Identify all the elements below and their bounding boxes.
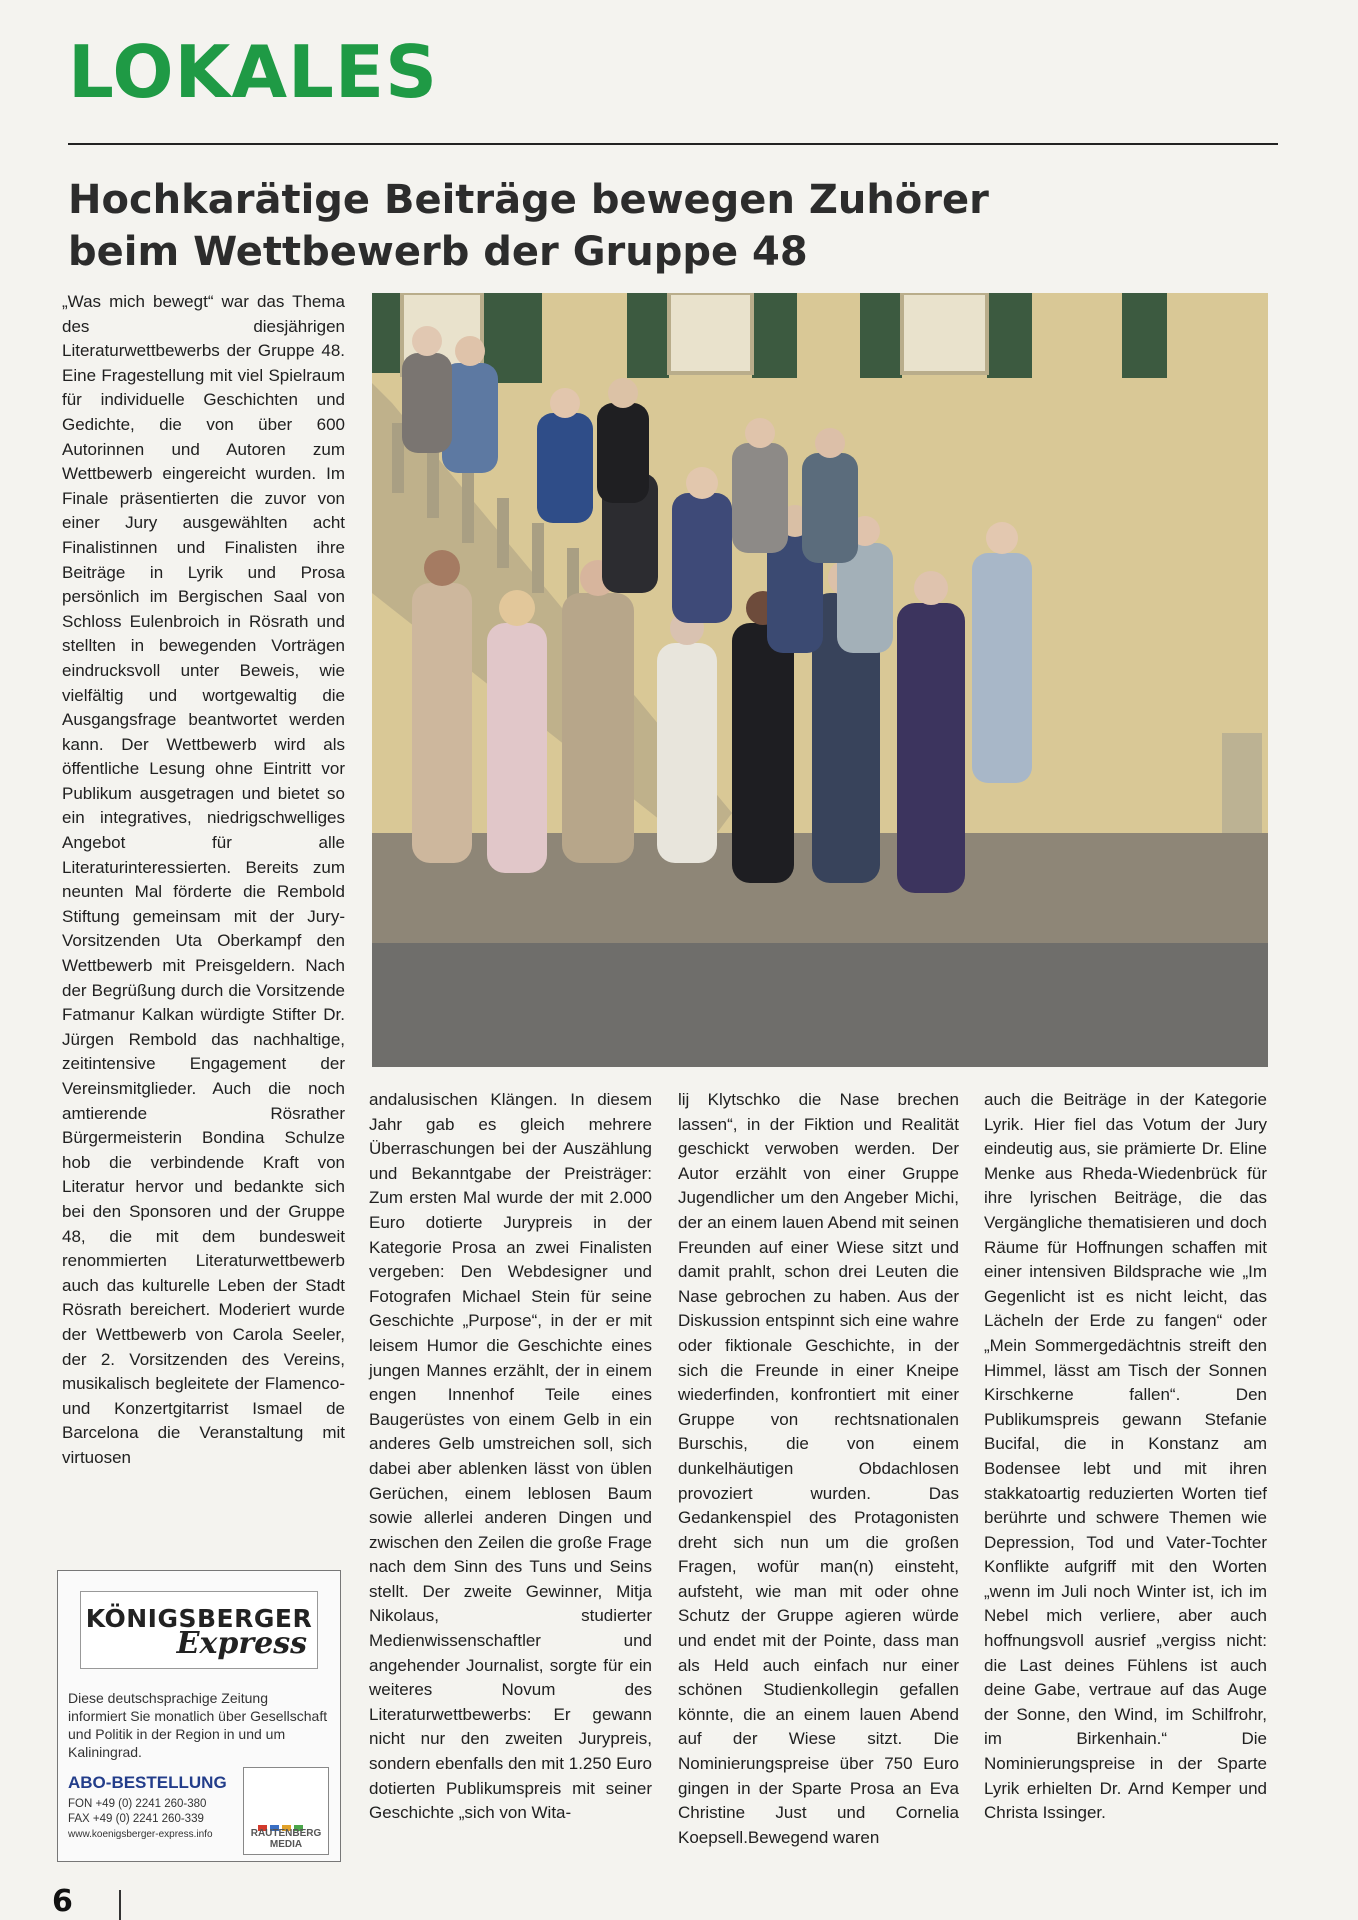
headline-line-2: beim Wettbewerb der Gruppe 48 — [68, 229, 808, 275]
ad-phone: FON +49 (0) 2241 260-380 — [68, 1798, 207, 1810]
ad-website: www.koenigsberger-express.info — [68, 1829, 213, 1840]
rm-logo-line-2: MEDIA — [269, 1839, 303, 1850]
rm-logo-line-1: RAUTENBERG — [250, 1828, 322, 1839]
koenigsberger-express-logo — [80, 1591, 318, 1669]
group-photo — [372, 293, 1268, 1067]
logo-script-text: Express — [176, 1626, 307, 1661]
ad-fax: FAX +49 (0) 2241 260-339 — [68, 1813, 204, 1825]
ad-description: Diese deutschsprachige Zeitung informiert Sie monatlich über Gesellschaft und Politik in der Region in und um Kaliningrad. — [68, 1690, 328, 1760]
headline-line-1: Hochkarätige Beiträge bewegen Zuhörer — [68, 177, 989, 223]
section-title: LOKALES — [68, 30, 438, 114]
group-photo-illustration — [372, 293, 1268, 1067]
footer-divider — [119, 1890, 121, 1920]
rm-logo-text — [244, 1828, 328, 1850]
ad-subscription-heading: ABO-BESTELLUNG — [68, 1773, 227, 1792]
section-divider — [68, 143, 1278, 145]
article-headline — [68, 174, 1168, 278]
article-column-1: „Was mich bewegt“ war das Thema des diesjährigen Literaturwettbewerbs der Gruppe 48. Eine Fragestellung mit viel Spielraum für individuelle Geschichten und Gedichte, die von über 600 Autorinnen und Autoren zum Wettbewerb eingereicht wurden. Im Finale präsentierten die zuvor von einer Jury ausgewählten acht Finalistinnen und Finalisten ihre Beiträge in Lyrik und Prosa persönlich im Bergischen Saal von Schloss Eulenbroich in Rösrath und stellten in bewegenden Vorträgen eindrucksvoll unter Beweis, wie vielfältig und wortgewaltig die Ausgangsfrage beantwortet werden kann. Der Wettbewerb wird als öffentliche Lesung ohne Eintritt vor Publikum ausgetragen und bietet so ein integratives, niedrigschwelliges Angebot für alle Literaturinteressierten. Bereits zum neunten Mal förderte die Rembold Stiftung gemeinsam mit der Jury-Vorsitzenden Uta Oberkampf den Wettbewerb mit Preisgeldern. Nach der Begrüßung durch die Vorsitzende Fatmanur Kalkan würdigte Stifter Dr. Jürgen Rembold das nachhaltige, zeitintensive Engagement der Vereinsmitglieder. Auch die noch amtierende Rösrather Bürgermeisterin Bondina Schulze hob die verbindende Kraft von Literatur hervor und bedankte sich bei den Sponsoren und der Gruppe 48, die mit dem bundesweit renommierten Literaturwettbewerb auch das kulturelle Leben der Stadt Rösrath bereichert. Moderiert wurde der Wettbewerb von Carola Seeler, der 2. Vorsitzenden des Vereins, musikalisch begleitete der Flamenco- und Konzertgitarrist Ismael de Barcelona die Veranstaltung mit virtuosen — [62, 292, 345, 1467]
ad-contact-info — [68, 1797, 213, 1842]
article-column-2: andalusischen Klängen. In diesem Jahr gab es gleich mehrere Überraschungen bei der Auszählung und Bekanntgabe der Preisträger: Zum ersten Mal wurde der mit 2.000 Euro dotierte Jurypreis in der Kategorie Prosa an zwei Finalisten vergeben: Den Webdesigner und Fotografen Michael Stein für seine Geschichte „Purpose“, in der er mit leisem Humor die Geschichte eines jungen Mannes erzählt, der in einem engen Innenhof Teile eines Baugerüstes von einem Gelb in ein anderes Gelb umstreichen soll, sich dabei aber ablenken lässt von üblen Gerüchen, einem leblosen Baum sowie allerlei anderen Dingen und zwischen den Zeilen die große Frage nach dem Sinn des Tuns und Seins stellt. Der zweite Gewinner, Mitja Nikolaus, studierter Medienwissenschaftler und angehender Journalist, sorgte für ein weiteres Novum des Literaturwettbewerbs: Er gewann nicht nur den zweiten Jurypreis, sondern ebenfalls den mit 1.250 Euro dotierten Publikumspreis mit seiner Geschichte „sich von Wita- — [369, 1090, 652, 1823]
rautenberg-media-logo — [243, 1767, 329, 1855]
subscription-ad — [57, 1570, 341, 1862]
article-column-4: auch die Beiträge in der Kategorie Lyrik. Hier fiel das Votum der Jury eindeutig aus, sie prämierte Dr. Eline Menke aus Rheda-Wiedenbrück für ihre lyrischen Beiträge, die das Vergängliche thematisieren und doch Räume für Hoffnungen schaffen mit einer intensiven Bildsprache wie „Im Gegenlicht ist es nicht leicht, das Lächeln der Erde zu fangen“ oder „Mein Sommergedächtnis streift den Himmel, lässt am Tisch der Sonnen Kirschkerne fallen“. Den Publikumspreis gewann Stefanie Bucifal, die in Konstanz am Bodensee lebt und mit ihren stakkatoartig reduzierten Worten tief berührte und schwere Themen wie Depression, Tod und Vater-Tochter Konflikte aufgriff mit den Worten „wenn im Juli noch Winter ist, ich im Nebel mich verliere, aber auch hoffnungsvoll ausrief „vergiss nicht: die Last deines Fühlens ist auch deine Gabe, vertraue auf das Auge der Sonne, den Wind, im Schilfrohr, im Birkenhain.“ Die Nominierungspreise in der Sparte Lyrik erhielten Dr. Arnd Kemper und Christa Issinger. — [984, 1090, 1267, 1823]
article-column-3: lij Klytschko die Nase brechen lassen“, in der Fiktion und Realität geschickt verwoben werden. Der Autor erzählt von einer Gruppe Jugendlicher um den Angeber Michi, der an einem lauen Abend mit seinen Freunden auf einer Wiese sitzt und damit prahlt, schon drei Leuten die Nase gebrochen zu haben. Aus der Diskussion entspinnt sich eine wahre oder fiktionale Geschichte, in der sich die Freunde in einer Kneipe wiederfinden, konfrontiert mit einer Gruppe von rechtsnationalen Burschis, die von einem dunkelhäutigen Obdachlosen provoziert wurden. Das Gedankenspiel des Protagonisten dreht sich nun um die großen Fragen, wofür man(n) einsteht, aufsteht, wie man mit oder ohne Schutz der Gruppe agieren würde und endet mit der Pointe, dass man als Held auch einfach nur einer schönen Studienkollegin gefallen könnte, die an einem lauen Abend auf der Wiese sitzt. Die Nominierungspreise über 750 Euro gingen in der Sparte Prosa an Eva Christine Just und Cornelia Koepsell.Bewegend waren — [678, 1090, 959, 1847]
page-number: 6 — [52, 1884, 73, 1919]
logo-main-text: KÖNIGSBERGER — [85, 1604, 313, 1633]
